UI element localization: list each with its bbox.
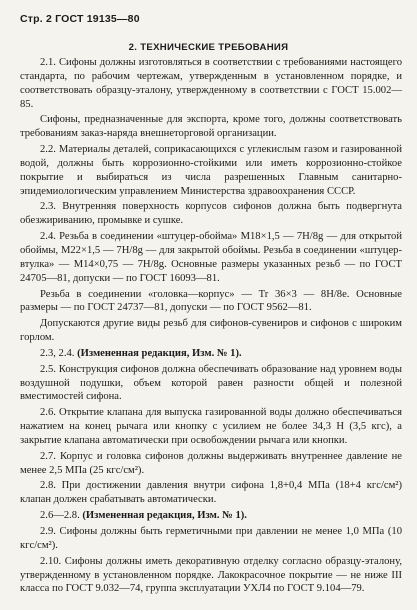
paragraph-text: 2.3, 2.4.: [40, 347, 78, 359]
paragraph-text: 2.1. Сифоны должны изготовляться в соответствии с требованиями настоящего стандарта, по рабочим чертежам, утвержденным в установленном порядке, и соответствовать образцу-эталону, утвержденному в соответствии с ГОСТ 15.002—85.: [20, 57, 402, 110]
paragraph-text: 2.6. Открытие клапана для выпуска газированной воды должно обеспечиваться нажатием на конец рычага или кнопку с усилием не более 34,3 Н (3,5 кгс), а закрытие клапана автоматически при освобождении рычага или кнопки.: [20, 407, 402, 446]
paragraph: [20, 230, 402, 285]
paragraph-text: Сифоны, предназначенные для экспорта, кроме того, должны соответствовать требованиям заказ-наряда внешнеторговой организации.: [20, 114, 402, 140]
paragraph: [20, 479, 402, 507]
amendment-note: (Измененная редакция, Изм. № 1).: [82, 510, 247, 522]
paragraph-text: Резьба в соединении «головка—корпус» — Tr 36×3 — 8H/8e. Основные размеры — по ГОСТ 24737—81, допуски — по ГОСТ 9562—81.: [20, 288, 402, 314]
paragraph-text: 2.8. При достижении давления внутри сифона 1,8+0,4 МПа (18+4 кгс/см²) клапан должен срабатывать автоматически.: [20, 480, 402, 506]
paragraph-text: 2.7. Корпус и головка сифонов должны выдерживать внутреннее давление не менее 2,5 МПа (25 кгс/см²).: [20, 450, 402, 476]
paragraph: [20, 113, 402, 141]
paragraph-text: 2.5. Конструкция сифонов должна обеспечивать образование над уровнем воды воздушной подушки, объем которой равен разности общей и полезной вместимостей сифона.: [20, 363, 402, 403]
paragraph-text: 2.6—2.8.: [40, 510, 83, 522]
amendment-note: (Измененная редакция, Изм. № 1).: [77, 347, 242, 359]
paragraph: [20, 406, 402, 448]
paragraph: [20, 525, 402, 553]
paragraph-text: 2.10. Сифоны должны иметь декоративную отделку согласно образцу-эталону, утвержденному в установленном порядке. Лакокрасочное покрытие — не ниже III класса по ГОСТ 9.032—74, группа эксплуатации УХЛ4 по ГОСТ 9.104—79.: [20, 555, 402, 595]
paragraph: [20, 363, 402, 405]
paragraph: [20, 200, 402, 228]
paragraph: [20, 317, 402, 345]
paragraph-text: Допускаются другие виды резьб для сифонов-сувениров и сифонов с широким горлом.: [20, 318, 402, 344]
paragraph: [20, 347, 402, 361]
document-body: [20, 56, 402, 596]
paragraph-text: 2.9. Сифоны должны быть герметичными при давлении не менее 1,0 МПа (10 кгс/см²).: [20, 526, 402, 551]
paragraph: [20, 450, 402, 478]
page-header: Стр. 2 ГОСТ 19135—80: [20, 13, 140, 25]
paragraph: [20, 555, 402, 597]
paragraph-text: 2.3. Внутренняя поверхность корпусов сифонов должна быть подвергнута обезжириванию, промывке и сушке.: [20, 201, 402, 227]
section-title: 2. ТЕХНИЧЕСКИЕ ТРЕБОВАНИЯ: [128, 42, 289, 53]
paragraph: [20, 288, 402, 316]
paragraph-text: 2.4. Резьба в соединении «штуцер-обойма» M18×1,5 — 7H/8g — для открытой обоймы, M22×1,5 — 7H/8g — для закрытой обоймы. Резьба в соединении «штуцер-втулка» — M14×0,75 — 7H/8g. Основные размеры указанных резьб — по ГОСТ 24705—81, допуски — по ГОСТ 16093—81.: [20, 231, 402, 284]
paragraph: [20, 509, 402, 523]
paragraph-text: 2.2. Материалы деталей, соприкасающихся с углекислым газом и газированной водой, должны быть коррозионно-стойкими или иметь коррозионно-стойкое покрытие и выбираться из числа разрешенных Главным санитарно-эпидемиологическим управлением Министерства здравоохранения СССР.: [20, 144, 402, 197]
paragraph: [20, 56, 402, 111]
paragraph: [20, 143, 402, 198]
